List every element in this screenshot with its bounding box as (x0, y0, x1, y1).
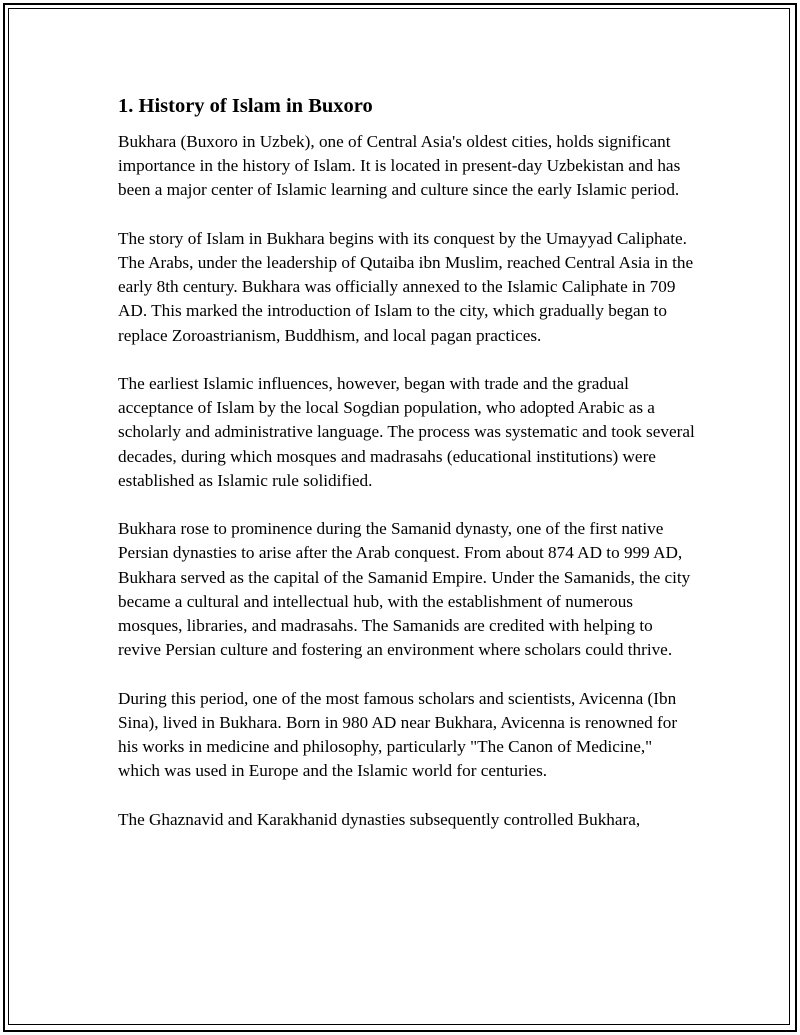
paragraph-6: The Ghaznavid and Karakhanid dynasties subsequently controlled Bukhara, (118, 809, 641, 829)
paragraph-4: Bukhara rose to prominence during the Samanid dynasty, one of the first native Persian dynasties to arise after the Arab conquest. From about 874 AD to 999 AD, Bukhara served as the capital of the Samanid Empire. Under the Samanids, the city became a cultural and intellectual hub, with the establishment of numerous mosques, libraries, and madrasahs. The Samanids are credited with helping to revive Persian culture and fostering an environment where scholars could thrive. (118, 519, 691, 660)
paragraph-3: The earliest Islamic influences, however, began with trade and the gradual acceptance of Islam by the local Sogdian population, who adopted Arabic as a scholarly and administrative language. The process was systematic and took several decades, during which mosques and madrasahs (educational institutions) were established as Islamic rule solidified. (118, 374, 695, 490)
paragraph-2: The story of Islam in Bukhara begins with its conquest by the Umayyad Caliphate. The Arabs, under the leadership of Qutaiba ibn Muslim, reached Central Asia in the early 8th century. Bukhara was officially annexed to the Islamic Caliphate in 709 AD. This marked the introduction of Islam to the city, which gradually began to replace Zoroastrianism, Buddhism, and local pagan practices. (118, 228, 694, 345)
section-heading: 1. History of Islam in Buxoro (118, 95, 373, 117)
paragraph-1: Bukhara (Buxoro in Uzbek), one of Central Asia's oldest cities, holds significant importance in the history of Islam. It is located in present-day Uzbekistan and has been a major center of Islamic learning and culture since the early Islamic period. (118, 132, 681, 200)
paragraph-5: During this period, one of the most famous scholars and scientists, Avicenna (Ibn Sina), lived in Bukhara. Born in 980 AD near Bukhara, Avicenna is renowned for his works in medicine and philosophy, particularly "The Canon of Medicine," which was used in Europe and the Islamic world for centuries. (118, 688, 678, 781)
document-body (118, 92, 698, 856)
